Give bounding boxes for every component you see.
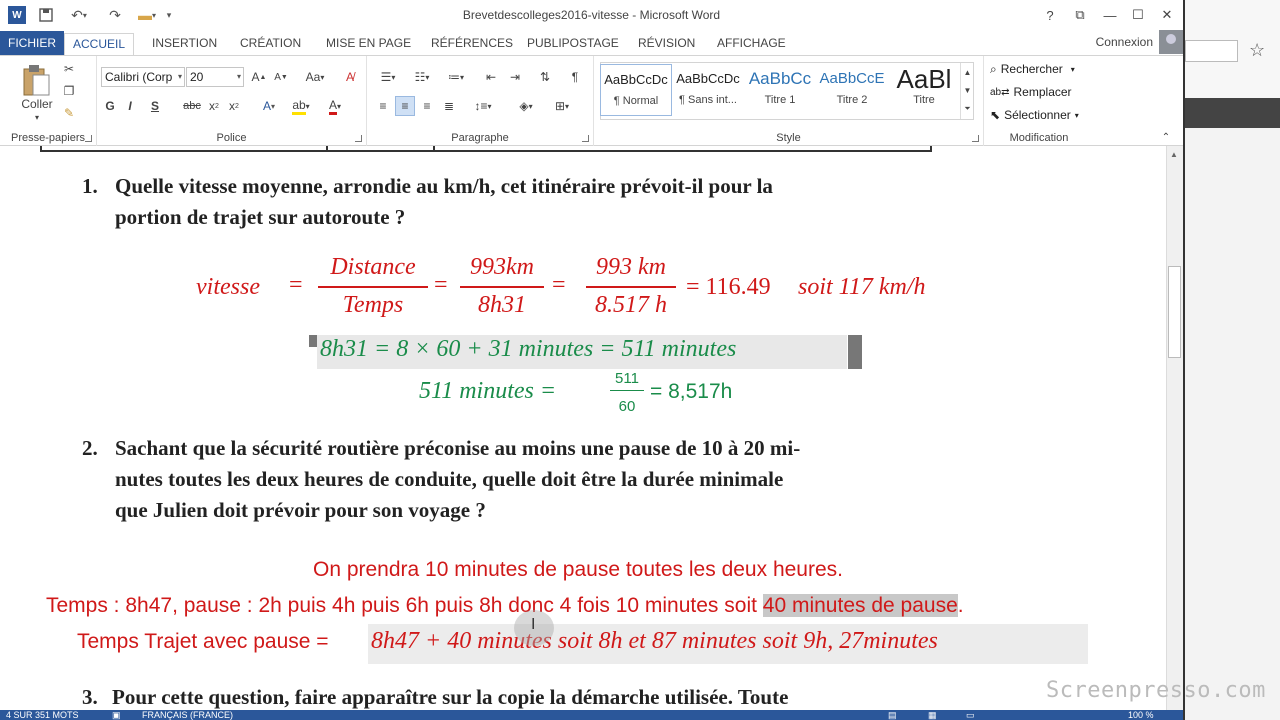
ribbon-display-options-button[interactable]: ⧉ [1075, 7, 1085, 22]
styles-scroll-down-icon[interactable]: ▼ [960, 81, 974, 99]
select-label: Sélectionner [1004, 108, 1071, 122]
style-titre-2[interactable] [816, 64, 888, 116]
copy-icon[interactable]: ❐ [63, 84, 75, 98]
question-2-line-3: que Julien doit prévoir pour son voyage ? [115, 498, 486, 522]
cut-icon[interactable]: ✂ [63, 62, 75, 76]
star-icon[interactable]: ☆ [1249, 40, 1266, 60]
multilevel-list-icon[interactable]: ≔ ▾ [447, 70, 464, 84]
question-1-line-2: portion de trajet sur autoroute ? [115, 205, 406, 229]
eq1-fraction-1-denominator: Temps [342, 292, 404, 318]
window-title: Brevetdescolleges2016-vitesse - Microsoft Word [462, 8, 721, 22]
sign-in-link[interactable]: Connexion [1095, 35, 1153, 49]
font-size-value: 20 [190, 70, 204, 84]
avatar[interactable] [1159, 30, 1183, 54]
font-group-label: Police [216, 132, 247, 144]
answer-2-line-1-text: On prendra 10 minutes de pause toutes les deux heures. [312, 558, 843, 581]
justify-icon[interactable]: ≣ [443, 99, 455, 113]
replace-icon: ab⇄ [990, 86, 1010, 98]
eq1-lhs: vitesse [196, 274, 260, 300]
help-button[interactable]: ? [1046, 7, 1054, 23]
answer-2-line-2-period: . [957, 594, 964, 617]
align-center-icon[interactable]: ≡ [395, 96, 415, 116]
tab-fichier[interactable]: FICHIER [0, 31, 64, 55]
style-sans-interligne-preview: AaBbCcDc [676, 71, 740, 86]
answer-2-highlight: 40 minutes de pause [762, 594, 958, 617]
table-divider [326, 146, 328, 152]
eq1-fraction-2-bar [460, 286, 544, 288]
ribbon [0, 55, 1183, 146]
question-2-line-1: Sachant que la sécurité routière préconise au moins une pause de 10 à 20 mi- [115, 436, 801, 460]
eq1-result-rounded: soit 117 km/h [798, 274, 926, 300]
style-normal-preview: AaBbCcDc [604, 72, 668, 87]
editing-group-label: Modification [1009, 132, 1069, 144]
font-size-select[interactable]: 20 ▾ [186, 67, 244, 87]
select-icon: ⬉ [990, 108, 1001, 122]
read-mode-icon[interactable]: ▤ [888, 710, 897, 720]
paste-icon[interactable] [18, 62, 54, 98]
select-dropdown-icon: ▾ [1074, 110, 1079, 120]
styles-group-label: Style [776, 132, 801, 144]
line-spacing-icon[interactable]: ↕≡ ▾ [474, 99, 492, 113]
question-2-line-2: nutes toutes les deux heures de conduite, quelle doit être la durée minimale [115, 467, 784, 491]
question-1-line-1: Quelle vitesse moyenne, arrondie au km/h, cet itinéraire prévoit-il pour la [115, 174, 773, 198]
shading-icon[interactable]: ◈ ▾ [519, 99, 533, 113]
style-titre-preview: AaBl [896, 64, 952, 94]
borders-icon[interactable]: ⊞ ▾ [554, 99, 570, 113]
language-indicator[interactable]: FRANÇAIS (FRANCE) [142, 710, 234, 720]
eq1-fraction-2-numerator: 993km [470, 254, 534, 280]
maximize-button[interactable]: ☐ [1132, 7, 1144, 22]
background-window-header [1185, 98, 1280, 128]
change-case-icon[interactable]: Aa ▾ [305, 70, 325, 84]
shrink-font-icon[interactable]: A ▼ [274, 71, 288, 83]
eq1-equals-3: = [552, 272, 566, 298]
eq1-fraction-3-bar [586, 286, 676, 288]
show-formatting-icon[interactable]: ¶ [571, 70, 579, 84]
style-sans-interligne[interactable] [672, 64, 744, 116]
eq1-result: = 116.49 [686, 274, 771, 300]
background-window [1183, 0, 1280, 720]
tab-revision[interactable]: RÉVISION [638, 36, 696, 50]
find-icon: ⌕ [990, 61, 997, 76]
decrease-indent-icon[interactable]: ⇤ [485, 70, 497, 84]
answer-2-line-2-text: Temps : 8h47, pause : 2h puis 4h puis 6h puis 8h donc 4 fois 10 minutes soit [46, 594, 763, 617]
paste-button-label[interactable]: Coller [21, 97, 53, 111]
style-titre-2-preview: AaBbCcE [819, 70, 885, 87]
style-normal[interactable] [600, 64, 672, 116]
tab-references[interactable]: RÉFÉRENCES [431, 36, 514, 50]
strikethrough-button[interactable]: abc [183, 100, 201, 112]
status-bar [0, 710, 1183, 720]
format-painter-icon[interactable]: ✎ [63, 106, 75, 120]
question-3-number: 3. [82, 685, 98, 709]
question-2-number: 2. [82, 436, 98, 460]
replace-label: Remplacer [1013, 85, 1072, 99]
word-count[interactable]: 4 SUR 351 MOTS [6, 710, 79, 720]
bold-button[interactable]: G [105, 99, 115, 113]
eq1-equals-2: = [434, 272, 448, 298]
font-group [97, 56, 367, 146]
eq1-fraction-2-denominator: 8h31 [478, 292, 526, 318]
answer-2-equation: 8h47 + 40 minutes soit 8h et 87 minutes soit 9h, 27minutes [371, 628, 938, 654]
numbering-icon[interactable]: ☷ ▾ [414, 70, 430, 84]
tab-publipostage[interactable]: PUBLIPOSTAGE [527, 36, 619, 50]
table-divider [433, 146, 435, 152]
eq1-fraction-3-denominator: 8.517 h [595, 292, 667, 318]
style-titre-1[interactable] [744, 64, 816, 116]
question-3-line-1: Pour cette question, faire apparaître sur la copie la démarche utilisée. Toute [112, 685, 789, 709]
eq3-denominator: 60 [618, 398, 636, 415]
ribbon-tabs [0, 31, 1183, 55]
align-right-icon[interactable]: ≡ [423, 99, 431, 113]
sort-icon[interactable]: ⇅ [539, 70, 551, 84]
text-cursor-icon: I [531, 616, 536, 633]
eq3-rhs: = 8,517h [650, 380, 733, 403]
table-bottom-border [40, 146, 932, 152]
paste-dropdown-icon[interactable]: ▾ [34, 112, 39, 122]
proofing-icon[interactable]: ▣ [112, 710, 121, 720]
underline-button[interactable]: S [150, 99, 159, 113]
editing-group [984, 56, 1094, 146]
answer-2-line-2 [46, 594, 964, 618]
styles-more-icon[interactable]: ⏷ [960, 99, 974, 119]
text-effects-icon[interactable]: A ▾ [262, 99, 276, 113]
font-family-value: Calibri (Corp [105, 70, 173, 84]
paragraph-group [367, 56, 594, 146]
eq1-equals-1: = [289, 272, 303, 298]
find-button[interactable] [990, 60, 1075, 78]
clear-formatting-icon[interactable]: A̸ [345, 70, 354, 84]
font-family-select[interactable]: Calibri (Corp ▾ [101, 67, 185, 87]
eq1-fraction-3-numerator: 993 km [596, 254, 666, 280]
style-normal-name: ¶ Normal [613, 95, 659, 107]
subscript-icon[interactable]: x 2 [209, 99, 219, 113]
undo-icon[interactable]: ↶ ▾ [71, 6, 87, 23]
watermark: Screenpresso.com [1046, 678, 1266, 703]
eq2-conversion: 8h31 = 8 × 60 + 31 minutes = 511 minutes [320, 336, 737, 362]
style-titre-1-name: Titre 1 [764, 94, 796, 106]
tab-insertion[interactable]: INSERTION [152, 36, 218, 50]
clipboard-group [0, 56, 97, 146]
styles-launcher-icon[interactable] [972, 135, 979, 142]
web-layout-icon[interactable]: ▭ [966, 710, 975, 720]
bullets-icon[interactable]: ☰ ▾ [380, 70, 396, 84]
italic-button[interactable]: I [128, 99, 132, 113]
font-color-icon[interactable]: A ▾ [321, 96, 349, 116]
eq3-numerator: 511 [615, 370, 639, 387]
grow-font-icon[interactable]: A ▲ [251, 70, 267, 84]
title-bar [0, 0, 1183, 31]
background-address-bar[interactable] [1185, 40, 1238, 62]
find-label: Rechercher [1000, 62, 1063, 76]
style-titre-1-preview: AaBbCc [748, 69, 812, 88]
redo-icon[interactable]: ↷ [109, 6, 121, 23]
eq3-lhs: 511 minutes = [419, 378, 557, 404]
superscript-icon[interactable]: x 2 [229, 99, 239, 113]
open-folder-icon[interactable]: ▬ ▾ [137, 7, 156, 23]
replace-button[interactable] [990, 83, 1072, 101]
minimize-button[interactable]: — [1103, 7, 1117, 23]
style-titre-name: Titre [913, 94, 935, 106]
document-area[interactable] [0, 146, 1166, 710]
equation-handle-right[interactable] [848, 335, 862, 369]
tab-accueil[interactable]: ACCUEIL [64, 33, 134, 55]
answer-2-line-3-label: Temps Trajet avec pause = [77, 630, 329, 653]
tab-affichage[interactable]: AFFICHAGE [717, 36, 786, 50]
select-button[interactable] [990, 106, 1079, 124]
style-titre-2-name: Titre 2 [836, 94, 868, 106]
answer-2-line-1 [0, 558, 1166, 582]
styles-scroll-up-icon[interactable]: ▲ [960, 63, 974, 81]
customize-toolbar-icon[interactable]: ▾ [166, 9, 172, 20]
close-button[interactable]: ✕ [1161, 7, 1173, 22]
scrollbar-thumb[interactable] [1168, 266, 1181, 358]
highlight-color-icon[interactable]: ab ▾ [287, 96, 315, 116]
tab-mise-en-page[interactable]: MISE EN PAGE [326, 36, 412, 50]
eq1-fraction-1-numerator: Distance [330, 254, 416, 280]
question-1-number: 1. [82, 174, 98, 198]
vertical-scrollbar[interactable] [1166, 146, 1183, 710]
paragraph-launcher-icon[interactable] [582, 135, 589, 142]
eq3-fraction-bar [610, 390, 644, 391]
style-titre[interactable] [888, 64, 960, 116]
clipboard-launcher-icon[interactable] [85, 135, 92, 142]
equation-handle-left[interactable] [309, 335, 317, 347]
find-dropdown-icon: ▾ [1070, 64, 1075, 74]
collapse-ribbon-icon[interactable]: ⌃ [1161, 131, 1171, 143]
tab-creation[interactable]: CRÉATION [240, 36, 302, 50]
font-launcher-icon[interactable] [355, 135, 362, 142]
eq1-fraction-1-bar [318, 286, 428, 288]
word-logo-icon: W [8, 6, 26, 24]
scroll-up-icon[interactable]: ▲ [1170, 150, 1178, 159]
style-sans-interligne-name: ¶ Sans int... [679, 94, 737, 106]
styles-group [594, 56, 984, 146]
clipboard-group-label: Presse-papiers [11, 132, 85, 144]
print-layout-icon[interactable]: ▦ [928, 710, 937, 720]
paragraph-group-label: Paragraphe [451, 132, 509, 144]
increase-indent-icon[interactable]: ⇥ [509, 70, 521, 84]
zoom-level[interactable]: 100 % [1128, 710, 1154, 720]
align-left-icon[interactable]: ≡ [379, 99, 387, 113]
